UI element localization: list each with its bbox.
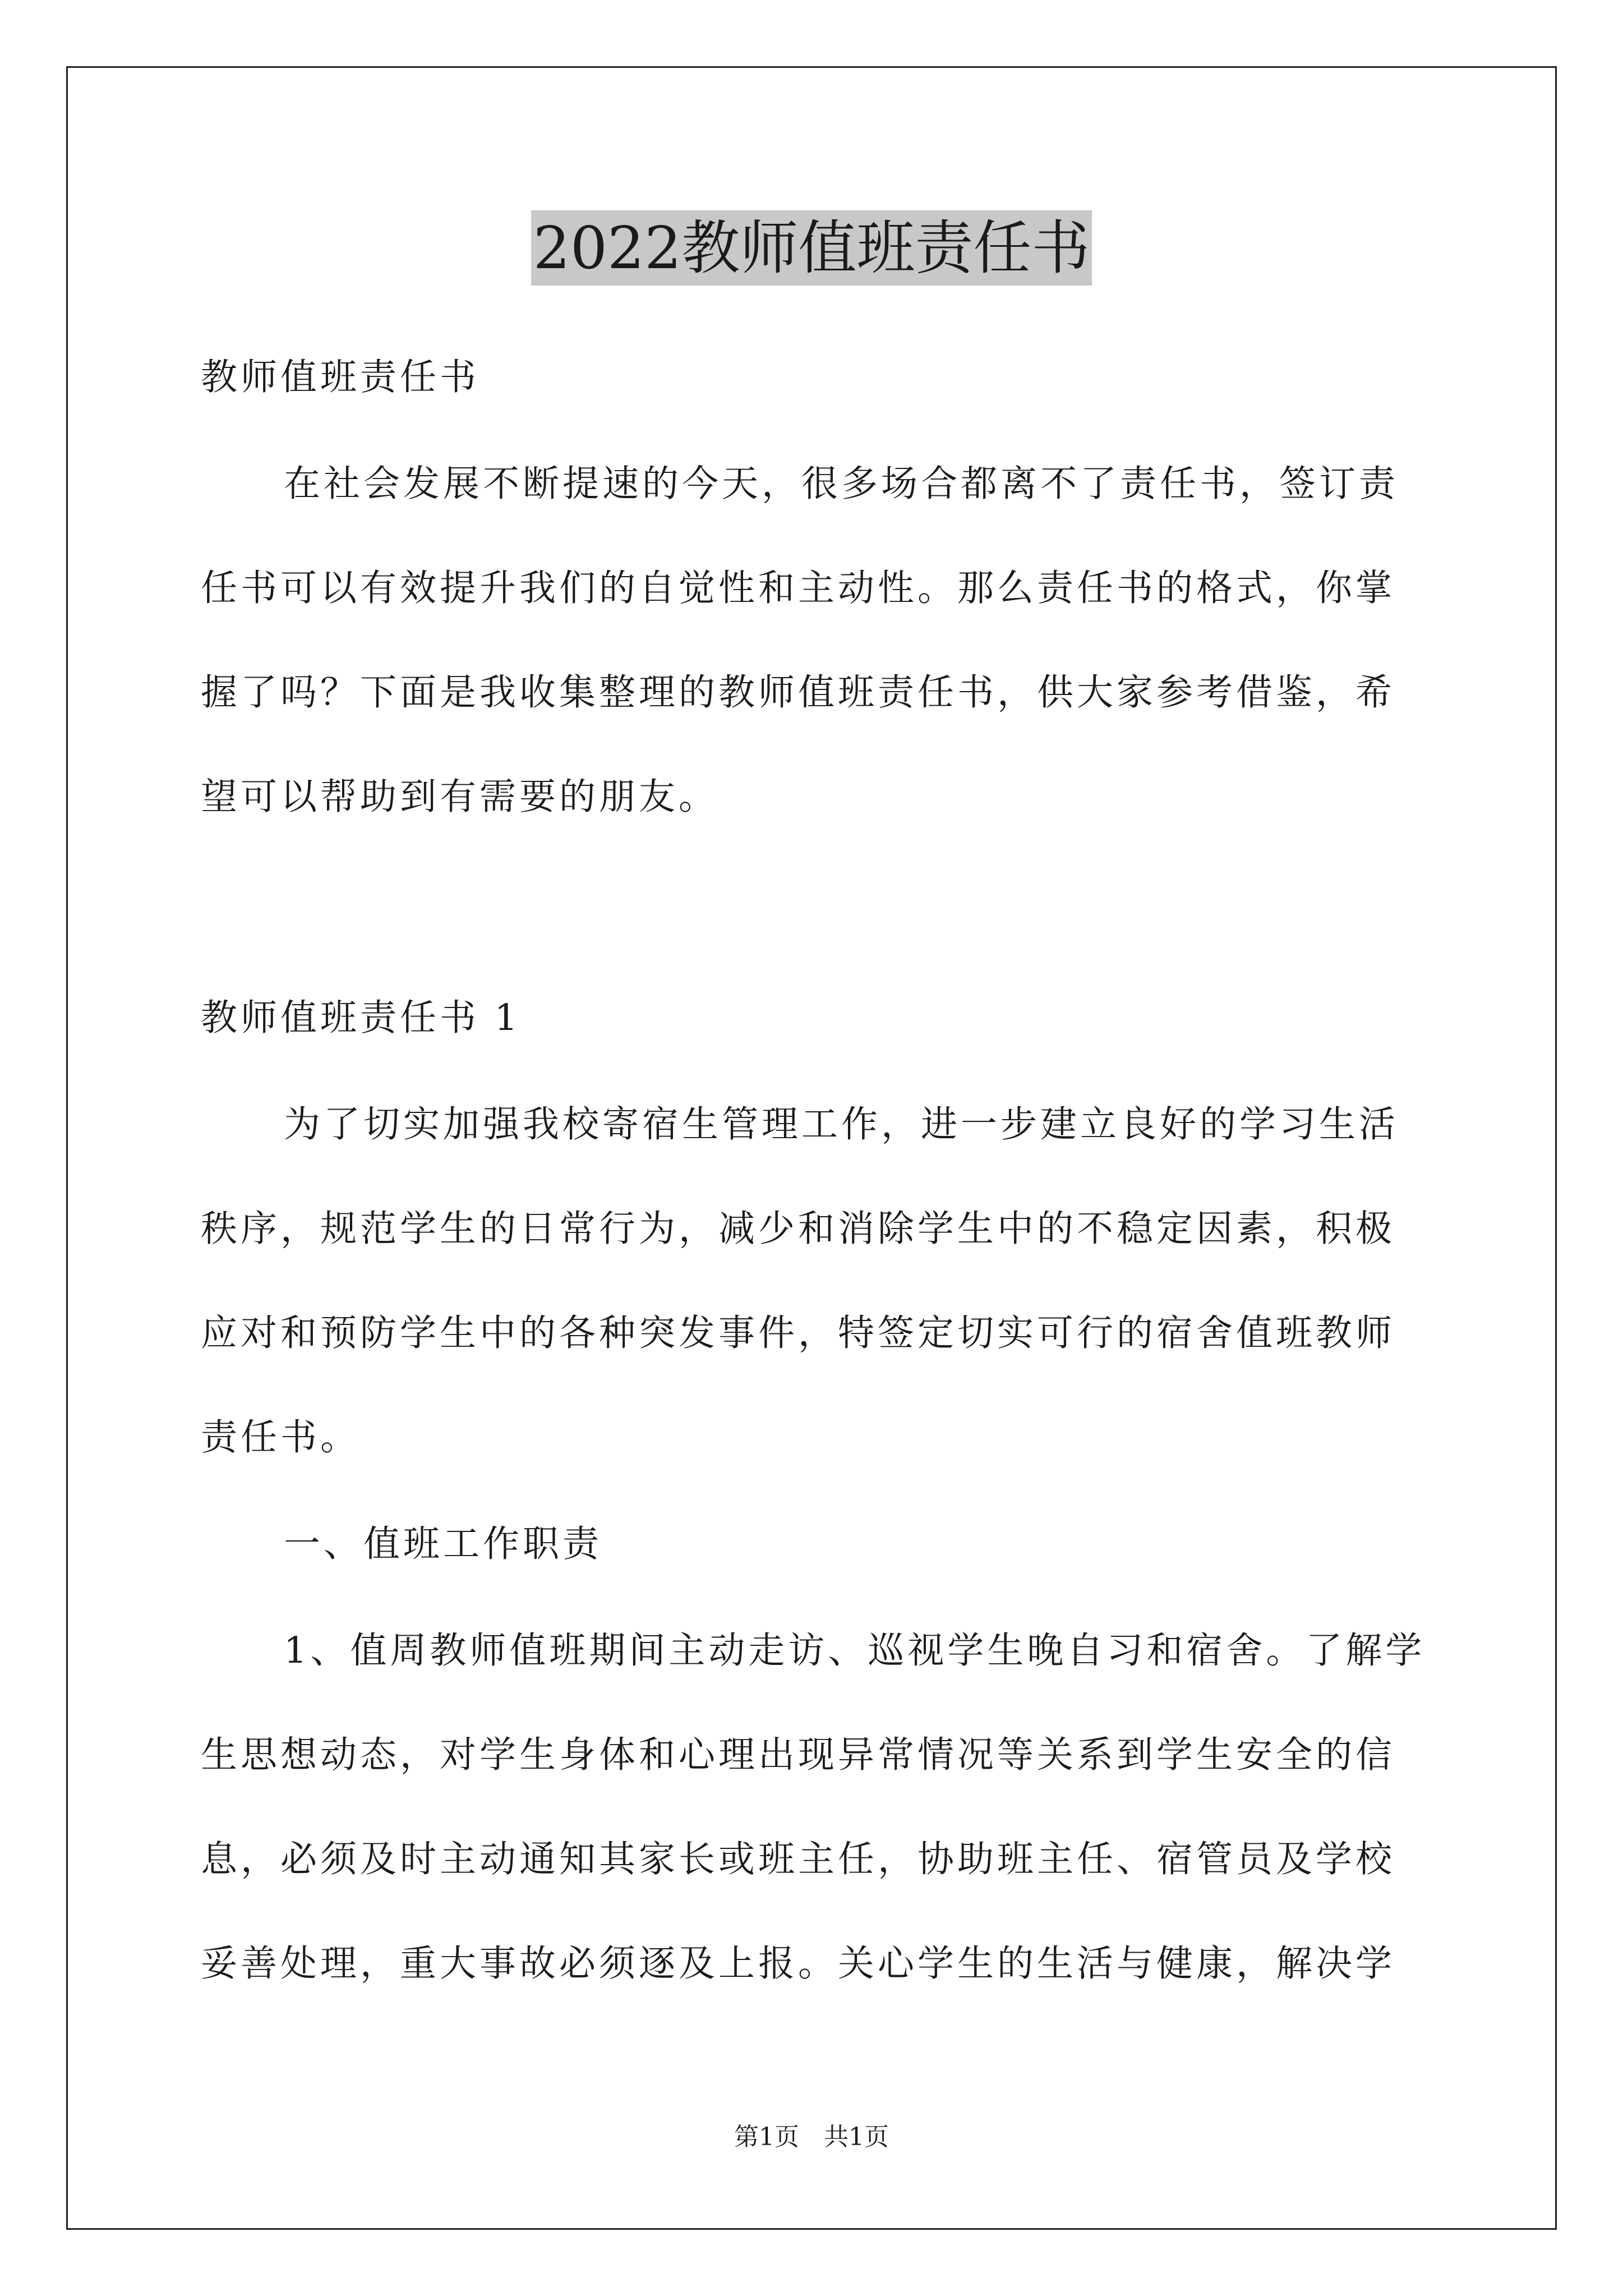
paragraph-line: 为了切实加强我校寄宿生管理工作，进一步建立良好的学习生活 [284, 1103, 1399, 1145]
paragraph-line: 在社会发展不断提速的今天，很多场合都离不了责任书，签订责 [284, 463, 1399, 505]
page-number: 第1页 [734, 2123, 799, 2151]
page-footer [0, 2120, 1623, 2154]
paragraph-line: 生思想动态，对学生身体和心理出现异常情况等关系到学生安全的信 [201, 1734, 1396, 1776]
duties-subheading: 一、值班工作职责 [284, 1523, 603, 1565]
paragraph-line: 责任书。 [201, 1416, 361, 1458]
intro-heading: 教师值班责任书 [201, 356, 480, 398]
paragraph-line: 妥善处理，重大事故必须逐及上报。关心学生的生活与健康，解决学 [201, 1943, 1396, 1985]
paragraph-line: 1、值周教师值班期间主动走访、巡视学生晚自习和宿舍。了解学 [284, 1630, 1426, 1672]
document-title-text: 2022教师值班责任书 [531, 210, 1092, 286]
paragraph-line: 秩序，规范学生的日常行为，减少和消除学生中的不稳定因素，积极 [201, 1208, 1396, 1250]
paragraph-line: 任书可以有效提升我们的自觉性和主动性。那么责任书的格式，你掌 [201, 567, 1396, 609]
page-total: 共1页 [824, 2123, 889, 2151]
paragraph-line: 息，必须及时主动通知其家长或班主任，协助班主任、宿管员及学校 [201, 1838, 1396, 1880]
paragraph-line: 望可以帮助到有需要的朋友。 [201, 776, 719, 818]
paragraph-line: 握了吗？下面是我收集整理的教师值班责任书，供大家参考借鉴，希 [201, 671, 1396, 714]
section-heading: 教师值班责任书 1 [201, 997, 522, 1039]
paragraph-line: 应对和预防学生中的各种突发事件，特签定切实可行的宿舍值班教师 [201, 1312, 1396, 1354]
document-title [0, 209, 1623, 287]
